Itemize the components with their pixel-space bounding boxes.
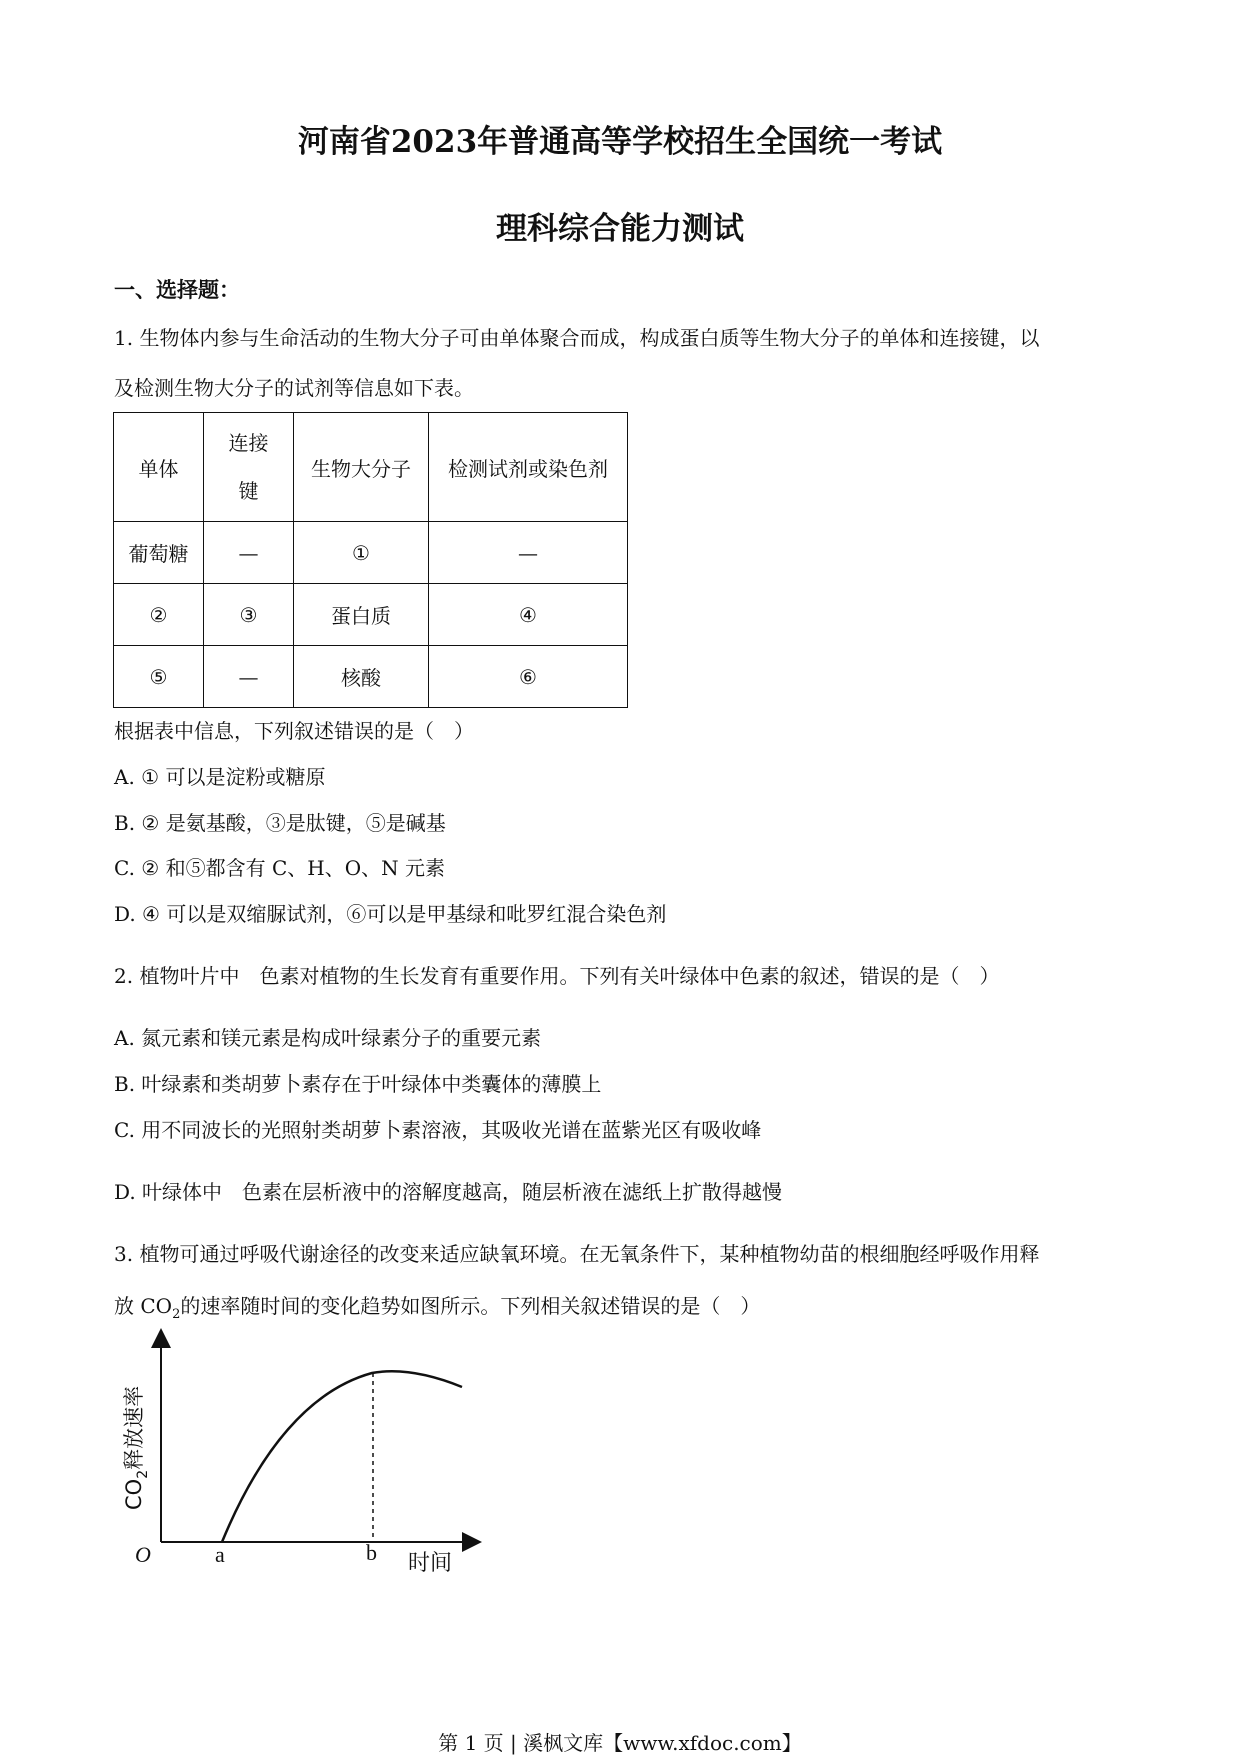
tick-b-label: b <box>366 1540 377 1565</box>
table-cell: ② <box>114 584 204 646</box>
table-row <box>114 522 628 584</box>
q1-option-a: A. ① 可以是淀粉或糖原 <box>114 765 326 789</box>
table-row <box>114 646 628 708</box>
table-header-cell: 单体 <box>114 413 204 522</box>
table-cell: ⑥ <box>429 646 628 708</box>
q3-stem-line1: 3. 植物可通过呼吸代谢途径的改变来适应缺氧环境。在无氧条件下，某种植物幼苗的根细胞经呼吸作用释 <box>114 1242 1040 1266</box>
table-header-cell-part: 连接 <box>228 431 269 455</box>
table-cell: ③ <box>204 584 294 646</box>
y-axis-label-subscript: 2 <box>135 1469 151 1479</box>
x-axis-label: 时间 <box>408 1551 453 1576</box>
y-axis-label-text: CO <box>122 1478 146 1510</box>
table-row <box>114 584 628 646</box>
q2-option-b: B. 叶绿素和类胡萝卜素存在于叶绿体中类囊体的薄膜上 <box>114 1072 602 1096</box>
table-header-row <box>114 413 628 522</box>
table-cell: ① <box>294 522 429 584</box>
page-footer: 第 1 页 | 溪枫文库【www.xfdoc.com】 <box>438 1731 802 1755</box>
table-cell: 蛋白质 <box>294 584 429 646</box>
table-cell: — <box>204 522 294 584</box>
table-cell: ⑤ <box>114 646 204 708</box>
origin-label: O <box>135 1542 151 1567</box>
exam-title: 河南省2023年普通高等学校招生全国统一考试 <box>297 124 943 160</box>
table-header-cell-part: 键 <box>238 479 259 503</box>
q2-stem: 2. 植物叶片中 色素对植物的生长发育有重要作用。下列有关叶绿体中色素的叙述，错误的是（ ） <box>114 964 1000 988</box>
table-header-cell <box>204 413 294 522</box>
q1-stem-line2: 及检测生物大分子的试剂等信息如下表。 <box>114 376 474 400</box>
q2-option-d: D. 叶绿体中 色素在层析液中的溶解度越高，随层析液在滤纸上扩散得越慢 <box>114 1180 783 1204</box>
table-cell: — <box>204 646 294 708</box>
y-axis-label-text: 释放速率 <box>122 1385 146 1470</box>
table-cell: ④ <box>429 584 628 646</box>
q1-question: 根据表中信息，下列叙述错误的是（ ） <box>114 719 474 743</box>
q3-figure <box>110 1320 490 1600</box>
q1-info-table <box>113 412 628 708</box>
q1-option-b: B. ② 是氨基酸，③是肽键，⑤是碱基 <box>114 811 446 835</box>
section-heading: 一、选择题： <box>114 277 240 302</box>
q1-option-c: C. ② 和⑤都含有 C、H、O、N 元素 <box>114 856 445 880</box>
table-cell: — <box>429 522 628 584</box>
rate-curve <box>222 1371 462 1542</box>
q3-stem-subscript: 2 <box>172 1307 181 1322</box>
q2-option-c: C. 用不同波长的光照射类胡萝卜素溶液，其吸收光谱在蓝紫光区有吸收峰 <box>114 1118 762 1142</box>
tick-a-label: a <box>215 1542 225 1567</box>
table-header-cell: 生物大分子 <box>294 413 429 522</box>
q2-option-a: A. 氮元素和镁元素是构成叶绿素分子的重要元素 <box>114 1026 542 1050</box>
y-axis-label <box>122 1386 151 1510</box>
q3-stem-line2 <box>114 1290 760 1322</box>
table-header-cell: 检测试剂或染色剂 <box>429 413 628 522</box>
q1-option-d: D. ④ 可以是双缩脲试剂，⑥可以是甲基绿和吡罗红混合染色剂 <box>114 902 667 926</box>
table-cell: 核酸 <box>294 646 429 708</box>
table-cell: 葡萄糖 <box>114 522 204 584</box>
exam-subtitle: 理科综合能力测试 <box>496 211 744 247</box>
q3-stem-text: 的速率随时间的变化趋势如图所示。下列相关叙述错误的是（ ） <box>180 1294 761 1318</box>
q3-stem-text: 放 CO <box>114 1294 173 1318</box>
q1-stem-line1: 1. 生物体内参与生命活动的生物大分子可由单体聚合而成，构成蛋白质等生物大分子的单体和连接键，以 <box>114 326 1040 350</box>
